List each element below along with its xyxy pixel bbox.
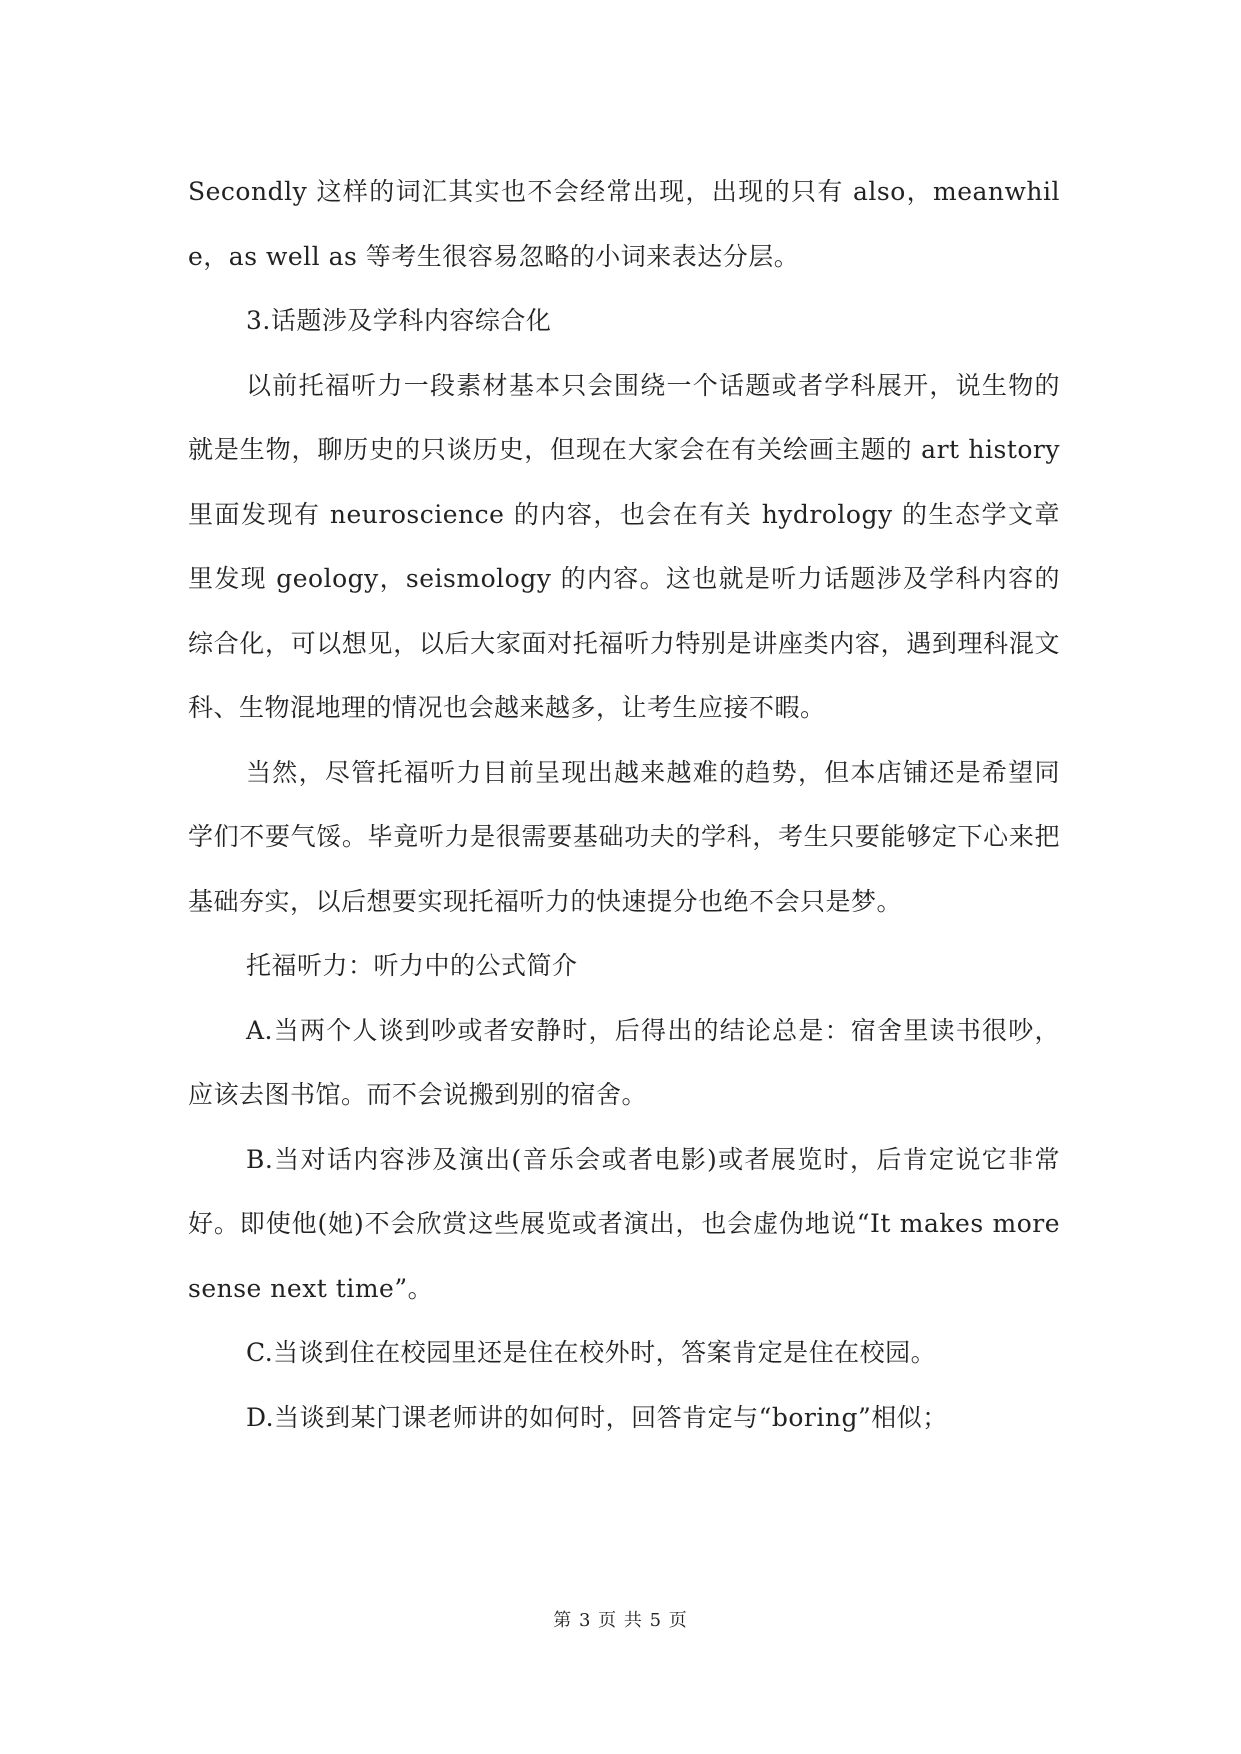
paragraph-continuation: Secondly 这样的词汇其实也不会经常出现，出现的只有 also，meanwhile，as well as 等考生很容易忽略的小词来表达分层。: [188, 177, 1060, 271]
section-heading: 3.话题涉及学科内容综合化: [246, 306, 552, 335]
list-item: D.当谈到某门课老师讲的如何时，回答肯定与“boring”相似；: [246, 1402, 948, 1432]
document-body: [188, 160, 1060, 1450]
list-item: C.当谈到住在校园里还是住在校外时，答案肯定是住在校园。: [246, 1338, 937, 1367]
list-item: B.当对话内容涉及演出(音乐会或者电影)或者展览时，后肯定说它非常好。即使他(她)不会欣赏这些展览或者演出，也会虚伪地说“It makes more sense next time”。: [188, 1144, 1060, 1303]
paragraph: 以前托福听力一段素材基本只会围绕一个话题或者学科展开，说生物的就是生物，聊历史的只谈历史，但现在大家会在有关绘画主题的 art history 里面发现有 neuroscience 的内容，也会在有关 hydrology 的生态学文章里发现 geology，seismology 的内容。这也就是听力话题涉及学科内容的综合化，可以想见，以后大家面对托福听力特别是讲座类内容，遇到理科混文科、生物混地理的情况也会越来越多，让考生应接不暇。: [188, 370, 1060, 722]
page-number-footer: 第 3 页 共 5 页: [553, 1610, 688, 1631]
paragraph: 当然，尽管托福听力目前呈现出越来越难的趋势，但本店铺还是希望同学们不要气馁。毕竟听力是很需要基础功夫的学科，考生只要能够定下心来把基础夯实，以后想要实现托福听力的快速提分也绝不会只是梦。: [188, 757, 1060, 916]
list-item: A.当两个人谈到吵或者安静时，后得出的结论总是：宿舍里读书很吵，应该去图书馆。而不会说搬到别的宿舍。: [188, 1015, 1060, 1109]
section-heading: 托福听力：听力中的公式简介: [246, 951, 578, 980]
